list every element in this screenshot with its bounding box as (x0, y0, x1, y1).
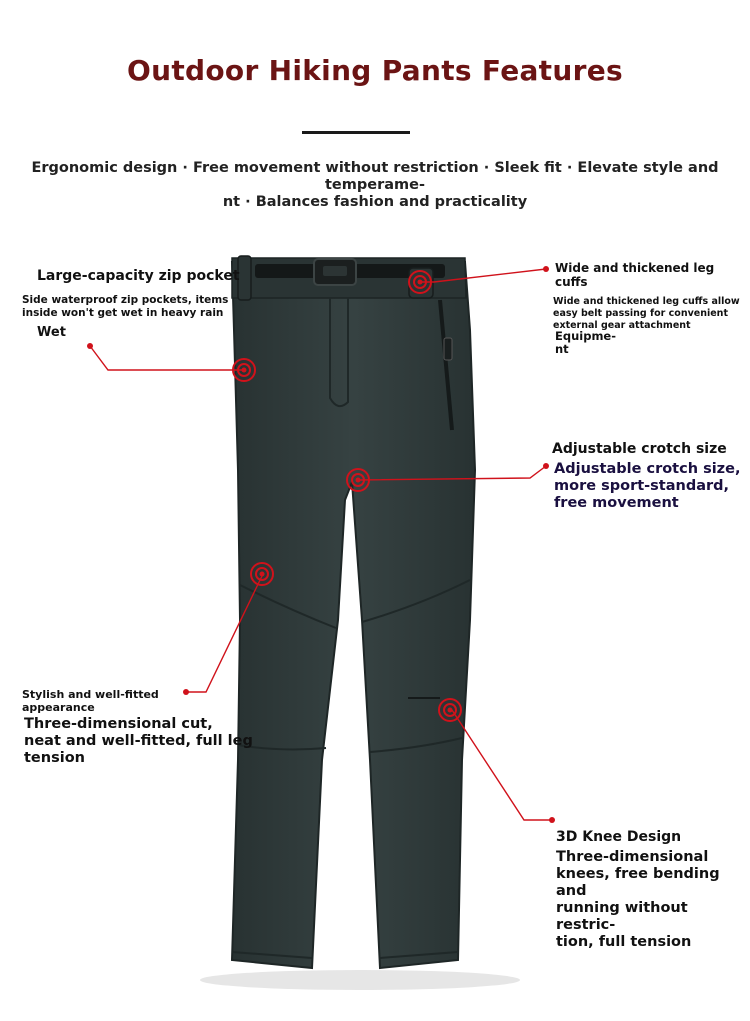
knee-desc-line-1: Three-dimensional (556, 849, 709, 865)
fit-heading-line-1: Stylish and well-fitted (22, 688, 159, 701)
callout-crotch (552, 441, 740, 512)
fit-desc-line-2: neat and well-fitted, full leg (24, 733, 253, 749)
cuffs-extra (555, 330, 750, 356)
cuffs-extra-line-1: Equipme- (555, 329, 617, 343)
subtitle-line-1: Ergonomic design · Free movement without restriction · Sleek fit · Elevate style and temperame- (31, 160, 719, 193)
crotch-heading: Adjustable crotch size (552, 441, 727, 457)
fit-heading-line-2: appearance (22, 701, 95, 714)
leader-knee (452, 710, 552, 820)
ground-shadow (200, 970, 520, 990)
fit-desc (24, 716, 253, 767)
crotch-desc (554, 461, 740, 512)
dot-cuffs (543, 266, 549, 272)
pocket-desc-line-1: Side waterproof zip pockets, items (22, 294, 229, 306)
dot-pocket (87, 343, 93, 349)
pocket-extra: Wet (37, 325, 66, 340)
cuffs-heading: Wide and thickened leg cuffs (555, 261, 715, 289)
callout-cuffs (555, 261, 750, 356)
callout-pocket (22, 268, 240, 340)
buckle-slot (323, 266, 347, 276)
pocket-desc-line-2: inside won't get wet in heavy rain (22, 307, 224, 319)
cuffs-desc-line-3: external gear attachment (553, 320, 691, 331)
knee-desc (556, 849, 750, 951)
subtitle-line-2: nt · Balances fashion and practicality (222, 194, 528, 210)
fit-desc-line-3: tension (24, 750, 85, 766)
fit-heading (22, 688, 253, 714)
callout-knee (556, 829, 750, 951)
pocket-desc (22, 294, 240, 320)
cuffs-desc-line-2: easy belt passing for convenient (553, 308, 728, 319)
callout-fit (22, 688, 253, 767)
dot-crotch (543, 463, 549, 469)
page-title: Outdoor Hiking Pants Features (127, 54, 623, 87)
knee-desc-line-3: running without restric- (556, 900, 688, 933)
pants-body (232, 262, 475, 968)
cuffs-desc-line-1: Wide and thickened leg cuffs allow (553, 296, 740, 307)
cuffs-desc (553, 296, 750, 332)
crotch-desc-line-3: free movement (554, 495, 679, 511)
knee-desc-line-2: knees, free bending and (556, 866, 720, 899)
leader-pocket (90, 346, 244, 370)
crotch-desc-line-1: Adjustable crotch size, (554, 461, 741, 477)
zip-pull (444, 338, 452, 360)
crotch-desc-line-2: more sport-standard, (554, 478, 730, 494)
pocket-heading: Large-capacity zip pocket (37, 268, 240, 284)
knee-heading: 3D Knee Design (556, 829, 682, 845)
fit-desc-line-1: Three-dimensional cut, (24, 716, 213, 732)
knee-desc-line-4: tion, full tension (556, 934, 692, 950)
dot-knee (549, 817, 555, 823)
cuffs-extra-line-2: nt (555, 342, 569, 356)
